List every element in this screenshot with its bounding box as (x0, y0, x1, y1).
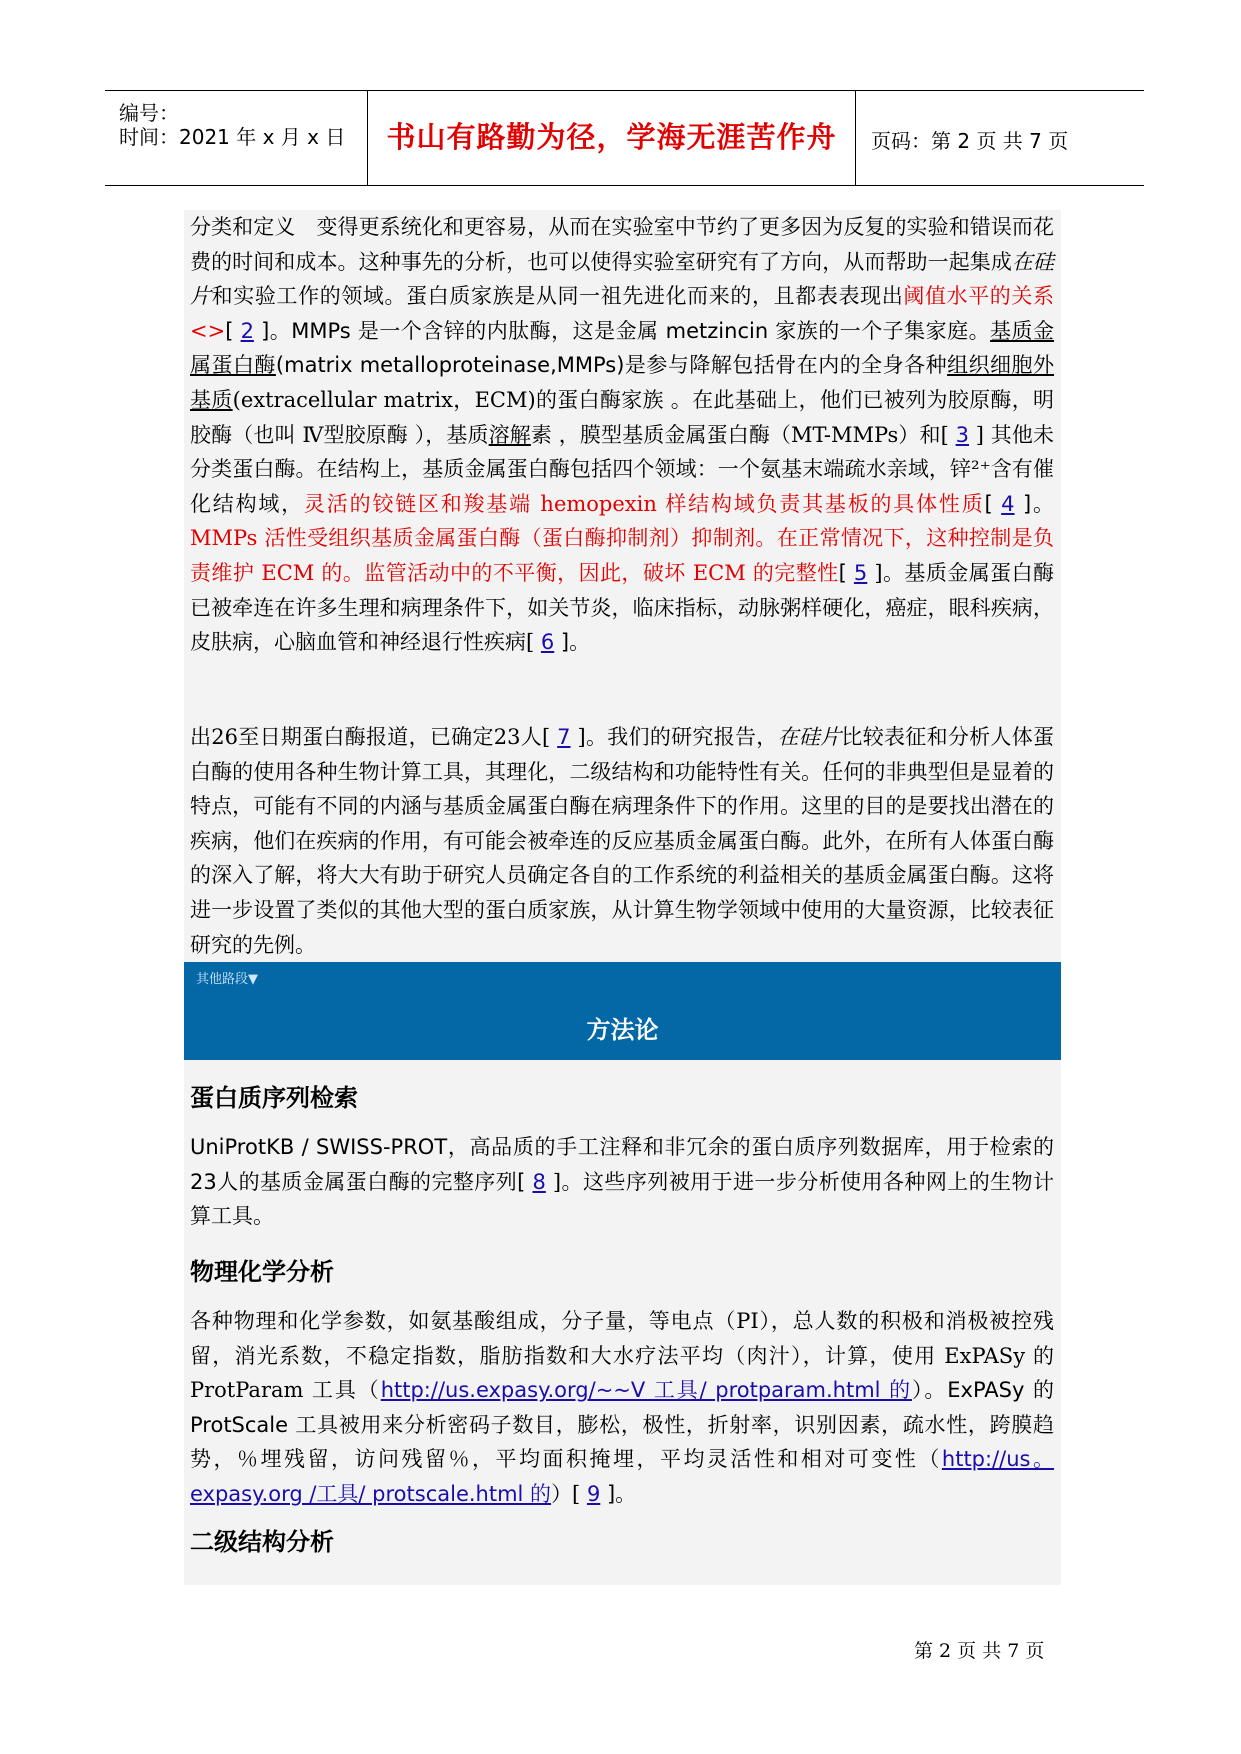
protscale-link[interactable]: http://us。expasy.org /工具/ protscale.html 的 (190, 1447, 1054, 1506)
content-panel (184, 210, 1061, 1585)
protparam-link[interactable]: http://us.expasy.org/~~V 工具/ protparam.html 的 (380, 1378, 912, 1403)
link-ecm[interactable]: 组织细胞外基质 (190, 353, 1055, 412)
citation-link-4[interactable]: 4 (1001, 491, 1015, 516)
time-label: 时间：2021 年 x 月 x 日 (119, 125, 346, 149)
citation-link-9[interactable]: 9 (586, 1481, 601, 1506)
citation-link-5[interactable]: 5 (853, 560, 868, 585)
header-info-cell (105, 91, 368, 185)
citation-link-7[interactable]: 7 (557, 725, 571, 749)
document-header (105, 90, 1144, 186)
section-title: 方法论 (586, 1016, 659, 1044)
number-label: 编号： (119, 101, 179, 125)
motto: 书山有路勤为径，学海无涯苦作舟 (386, 120, 837, 154)
paragraph-physicochemical: 各种物理和化学参数，如氨基酸组成，分子量，等电点（PI），总人数的积极和消极被控残留，消光系数，不稳定指数，脂肪指数和大水疗法平均（肉汁），计算，使用 ExPASy 的 ProtParam 工具（http://us.expasy.org/~~V 工具/ protparam.html 的）。ExPASy 的 ProtScale 工具被用来分析密码子数目，膨松，极性，折射率，识别因素，疏水性，跨膜趋势，％埋残留，访问残留％，平均面积掩埋，平均灵活性和相对可变性（http://us。expasy.org /工具/ protscale.html 的）[ 9 ]。 (190, 1309, 1054, 1506)
page-label: 页码：第 2 页 共 7 页 (871, 129, 1069, 153)
heading-secondary-structure: 二级结构分析 (190, 1528, 334, 1556)
section-banner (184, 962, 1061, 1060)
paragraph-intro: 分类和定义 变得更系统化和更容易，从而在实验室中节约了更多因为反复的实验和错误而花费的时间和成本。这种事先的分析，也可以使得实验室研究有了方向，从而帮助一起集成在硅片和实验工作的领域。蛋白质家族是从同一祖先进化而来的，且都表表现出阈值水平的关系<>[ 2 ]。MMPs 是一个含锌的内肽酶，这是金属 metzincin 家族的一个子集家庭。基质金属蛋白酶(matrix metalloproteinase,MMPs)是参与降解包括骨在内的全身各种组织细胞外基质(extracellular matrix，ECM)的蛋白酶家族 。在此基础上，他们已被列为胶原酶，明胶酶（也叫 Ⅳ型胶原酶 ），基质溶解素 ，膜型基质金属蛋白酶（MT-MMPs）和[ 3 ] 其他未分类蛋白酶。在结构上，基质金属蛋白酶包括四个领域：一个氨基末端疏水亲域，锌²⁺含有催化结构域，灵活的铰链区和羧基端 hemopexin 样结构域负责其基板的具体性质[ 4 ]。MMPs 活性受组织基质金属蛋白酶（蛋白酶抑制剂）抑制剂。在正常情况下，这种控制是负责维护 ECM 的。监管活动中的不平衡，因此，破坏 ECM 的完整性[ 5 ]。基质金属蛋白酶已被牵连在许多生理和病理条件下，如关节炎，临床指标，动脉粥样硬化，癌症，眼科疾病，皮肤病，心脑血管和神经退行性疾病[ 6 ]。 (190, 215, 1055, 655)
page-footer: 第 2 页 共 7 页 (914, 1640, 1045, 1662)
other-sections-dropdown[interactable]: 其他路段▼ (196, 972, 258, 987)
citation-link-6[interactable]: 6 (540, 630, 555, 655)
citation-link-2[interactable]: 2 (240, 318, 254, 343)
header-page-cell (857, 91, 1144, 185)
heading-sequence-retrieval: 蛋白质序列检索 (190, 1084, 358, 1112)
citation-link-3[interactable]: 3 (955, 422, 969, 447)
heading-physicochemical: 物理化学分析 (190, 1258, 334, 1286)
paragraph-sequence-retrieval: UniProtKB / SWISS-PROT，高品质的手工注释和非冗余的蛋白质序列数据库，用于检索的23人的基质金属蛋白酶的完整序列[ 8 ]。这些序列被用于进一步分析使用各种网上的生物计算工具。 (190, 1135, 1054, 1229)
link-dissolve[interactable]: 溶解 (488, 422, 531, 447)
link-mmp[interactable]: 基质金属蛋白酶 (190, 318, 1054, 378)
paragraph-report: 出26至日期蛋白酶报道，已确定23人[ 7 ]。我们的研究报告，在硅片比较表征和分析人体蛋白酶的使用各种生物计算工具，其理化，二级结构和功能特性有关。任何的非典型但是显着的特点，可能有不同的内涵与基质金属蛋白酶在病理条件下的作用。这里的目的是要找出潜在的疾病，他们在疾病的作用，有可能会被牵连的反应基质金属蛋白酶。此外，在所有人体蛋白酶的深入了解，将大大有助于研究人员确定各自的工作系统的利益相关的基质金属蛋白酶。这将进一步设置了类似的其他大型的蛋白质家族，从计算生物学领域中使用的大量资源，比较表征研究的先例。 (190, 725, 1054, 957)
header-motto-cell (368, 91, 856, 185)
citation-link-8[interactable]: 8 (532, 1169, 546, 1194)
